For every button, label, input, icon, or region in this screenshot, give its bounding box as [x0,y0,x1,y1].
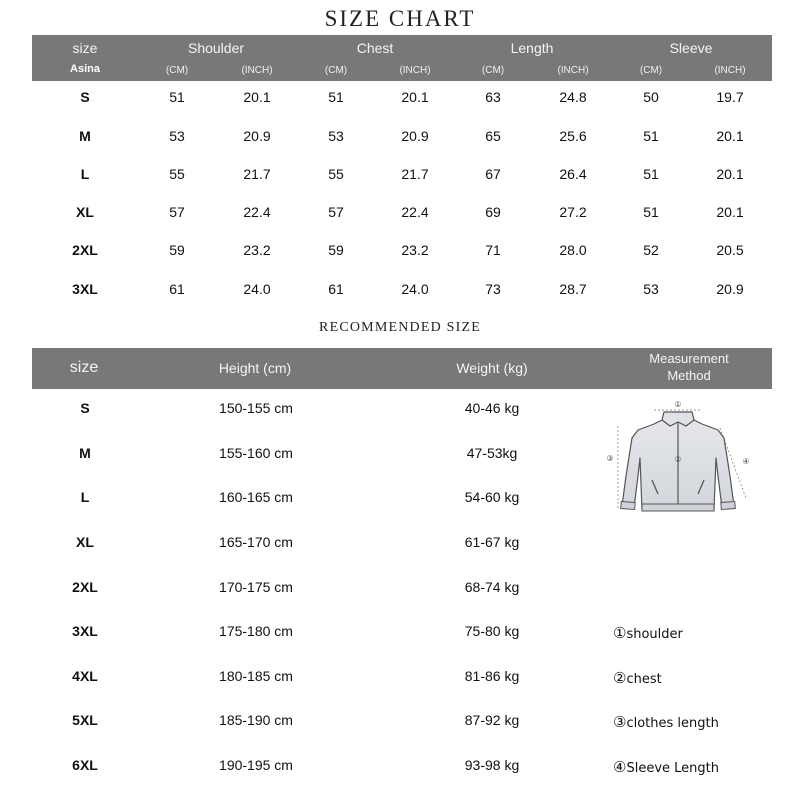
table-row [0,166,800,190]
table-cell: 55 [169,166,185,182]
unit-cm: (CM) [481,65,505,76]
height-cell: 160-165 cm [219,489,293,505]
unit-cm: (CM) [639,65,663,76]
table-cell: 19.7 [716,89,744,105]
legend-item [613,669,662,687]
table-cell: 57 [328,204,344,220]
table-row [0,534,800,558]
weight-cell: 93-98 kg [464,757,520,773]
height-cell: 185-190 cm [219,712,293,728]
table-cell: 71 [485,242,501,258]
height-cell: 165-170 cm [219,534,293,550]
legend-text: shoulder [626,627,683,642]
weight-cell: 54-60 kg [464,489,520,505]
size-label: 3XL [72,281,98,297]
height-cell: 150-155 cm [219,400,293,416]
table-cell: 23.2 [243,242,271,258]
height-cell: 180-185 cm [219,668,293,684]
legend-text: Sleeve Length [626,761,719,776]
table-cell: 51 [169,89,185,105]
height-cell: 155-160 cm [219,445,293,461]
table-cell: 22.4 [243,204,271,220]
weight-cell: 61-67 kg [464,534,520,550]
rec-header-method-line1: Measurement [649,351,729,366]
table-cell: 24.0 [243,281,271,297]
size-label: L [80,489,90,505]
table-cell: 59 [328,242,344,258]
weight-cell: 47-53kg [466,445,518,461]
table-cell: 53 [328,128,344,144]
unit-cm: (CM) [165,65,189,76]
table-cell: 23.2 [401,242,429,258]
table-cell: 61 [169,281,185,297]
table-row [0,668,800,692]
weight-cell: 81-86 kg [464,668,520,684]
diagram-label-3: ③ [606,454,614,463]
table-cell: 21.7 [401,166,429,182]
rec-header-size-label: size [69,359,99,376]
table-cell: 21.7 [243,166,271,182]
table-cell: 20.1 [716,128,744,144]
height-cell: 170-175 cm [219,579,293,595]
table-cell: 20.1 [401,89,429,105]
size-chart-title: SIZE CHART [324,6,476,31]
unit-inch: (INCH) [557,65,589,76]
table-cell: 50 [643,89,659,105]
legend-item [613,713,719,731]
rec-header-height-label: Height (cm) [218,360,292,376]
table-cell: 51 [643,166,659,182]
table-cell: 51 [328,89,344,105]
table-cell: 57 [169,204,185,220]
table-cell: 51 [643,204,659,220]
size-label: S [80,400,90,416]
diagram-label-4: ④ [742,457,750,466]
size-label: 2XL [72,242,98,258]
size-label: 5XL [72,712,98,728]
weight-cell: 40-46 kg [464,400,520,416]
table-cell: 20.1 [243,89,271,105]
header-size-label: size [72,40,98,56]
legend-text: clothes length [626,716,719,731]
size-label: 3XL [72,623,98,639]
header-region-label: Asina [70,63,100,75]
table-cell: 22.4 [401,204,429,220]
rec-header-weight-label: Weight (kg) [456,360,528,376]
table-cell: 53 [169,128,185,144]
height-cell: 190-195 cm [219,757,293,773]
table-cell: 24.0 [401,281,429,297]
size-label: L [80,166,90,182]
table-cell: 65 [485,128,501,144]
unit-inch: (INCH) [241,65,273,76]
size-label: XL [76,534,94,550]
legend-text: chest [626,672,662,687]
table-cell: 67 [485,166,501,182]
table-cell: 20.9 [243,128,271,144]
height-cell: 175-180 cm [219,623,293,639]
table-cell: 26.4 [559,166,587,182]
size-label: M [79,445,91,461]
table-cell: 20.1 [716,166,744,182]
size-label: 2XL [72,579,98,595]
legend-number: ① [613,624,627,642]
table-row [0,281,800,305]
recommended-size-title: RECOMMENDED SIZE [319,320,481,335]
size-chart-header [32,35,772,81]
table-cell: 53 [643,281,659,297]
table-row [0,128,800,152]
table-cell: 73 [485,281,501,297]
size-label: XL [76,204,94,220]
legend-number: ④ [613,758,627,776]
table-cell: 59 [169,242,185,258]
weight-cell: 87-92 kg [464,712,520,728]
table-row [0,579,800,603]
header-group-chest: Chest [356,40,394,56]
table-cell: 51 [643,128,659,144]
table-cell: 63 [485,89,501,105]
diagram-label-2: ② [674,455,682,464]
legend-item [613,758,719,776]
table-cell: 69 [485,204,501,220]
table-cell: 25.6 [559,128,587,144]
size-label: S [80,89,90,105]
unit-inch: (INCH) [714,65,746,76]
table-cell: 61 [328,281,344,297]
table-cell: 28.7 [559,281,587,297]
rec-header-method-line2: Method [667,368,711,383]
size-label: 6XL [72,757,98,773]
legend-number: ② [613,669,627,687]
header-group-shoulder: Shoulder [187,40,245,56]
table-row [0,204,800,228]
unit-cm: (CM) [324,65,348,76]
unit-inch: (INCH) [399,65,431,76]
jacket-measurement-diagram-icon [602,398,754,520]
legend-number: ③ [613,713,627,731]
table-cell: 20.9 [401,128,429,144]
table-cell: 55 [328,166,344,182]
diagram-label-1: ① [674,400,682,409]
table-cell: 28.0 [559,242,587,258]
table-row [0,242,800,266]
header-group-length: Length [510,40,554,56]
table-cell: 20.9 [716,281,744,297]
table-cell: 20.1 [716,204,744,220]
table-cell: 24.8 [559,89,587,105]
table-cell: 20.5 [716,242,744,258]
size-label: 4XL [72,668,98,684]
header-group-sleeve: Sleeve [669,40,713,56]
table-cell: 52 [643,242,659,258]
table-row [0,89,800,113]
weight-cell: 68-74 kg [464,579,520,595]
table-cell: 27.2 [559,204,587,220]
size-label: M [79,128,91,144]
weight-cell: 75-80 kg [464,623,520,639]
recommended-header [32,348,772,389]
legend-item [613,624,683,642]
